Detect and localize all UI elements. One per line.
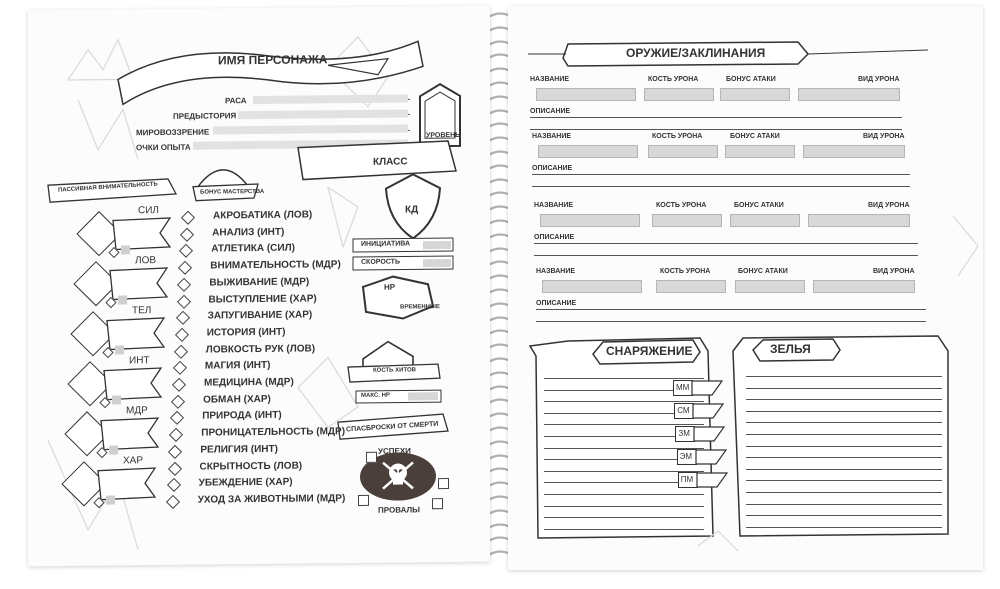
- weapon-attack-bonus-label: БОНУС АТАКИ: [738, 268, 788, 275]
- ability-save-value: [106, 496, 115, 505]
- potion-line[interactable]: [746, 480, 942, 481]
- skill-name: ЛОВКОСТЬ РУК (ЛОВ): [205, 343, 316, 356]
- skill-name: СКРЫТНОСТЬ (ЛОВ): [199, 460, 303, 473]
- weapon-damage-die-field[interactable]: [652, 214, 722, 227]
- successes-label: УСПЕХИ: [378, 446, 411, 456]
- weapon-name-field[interactable]: [542, 280, 642, 293]
- potion-line[interactable]: [746, 388, 942, 389]
- death-save-success-box[interactable]: [366, 452, 377, 463]
- skill-name: ПРИРОДА (ИНТ): [202, 410, 282, 422]
- skill-name: МЕДИЦИНА (МДР): [204, 376, 294, 389]
- equipment-line[interactable]: [544, 529, 704, 530]
- death-save-success-box[interactable]: [438, 478, 449, 489]
- skill-name: МАГИЯ (ИНТ): [204, 360, 271, 372]
- weapon-description-line[interactable]: [536, 321, 926, 322]
- weapon-damage-die-label: КОСТЬ УРОНА: [660, 268, 711, 275]
- potion-line[interactable]: [746, 515, 942, 516]
- ability-save-value: [121, 245, 130, 254]
- skill-name: УХОД ЗА ЖИВОТНЫМИ (МДР): [197, 492, 346, 506]
- potion-line[interactable]: [746, 527, 942, 528]
- skill-name: ОБМАН (ХАР): [203, 393, 271, 406]
- coin-label: ММ: [676, 383, 690, 392]
- weapon-damage-die-label: КОСТЬ УРОНА: [656, 202, 707, 209]
- weapon-damage-type-field[interactable]: [813, 280, 915, 293]
- ability-label: ТЕЛ: [132, 305, 152, 317]
- weapon-damage-type-label: ВИД УРОНА: [868, 202, 910, 209]
- armor-class-label: КД: [405, 204, 419, 216]
- max-hp-label: МАКС. HP: [361, 392, 390, 399]
- potion-line[interactable]: [746, 469, 942, 470]
- speed-label: СКОРОСТЬ: [361, 258, 400, 266]
- skill-name: АНАЛИЗ (ИНТ): [212, 226, 285, 239]
- coin-value-ribbon[interactable]: [694, 426, 726, 444]
- weapon-damage-type-field[interactable]: [803, 145, 905, 158]
- class-label: КЛАСС: [373, 156, 408, 168]
- potion-line[interactable]: [746, 434, 942, 435]
- failures-label: ПРОВАЛЫ: [378, 505, 420, 515]
- death-save-failure-box[interactable]: [432, 498, 443, 509]
- potion-line[interactable]: [746, 399, 942, 400]
- ability-save-value: [109, 445, 118, 454]
- weapon-damage-type-label: ВИД УРОНА: [873, 268, 915, 275]
- potion-line[interactable]: [746, 411, 942, 412]
- ability-label: СИЛ: [138, 205, 159, 217]
- weapon-description-label: ОПИСАНИЕ: [532, 165, 573, 172]
- weapon-name-label: НАЗВАНИЕ: [532, 133, 572, 140]
- hit-dice-label: КОСТЬ ХИТОВ: [373, 367, 416, 374]
- skill-name: УБЕЖДЕНИЕ (ХАР): [198, 476, 293, 489]
- character-name-label: ИМЯ ПЕРСОНАЖА: [218, 52, 328, 68]
- death-save-failure-box[interactable]: [358, 495, 369, 506]
- weapon-attack-bonus-label: БОНУС АТАКИ: [726, 76, 776, 83]
- potion-line[interactable]: [746, 446, 942, 447]
- ability-banner: [108, 215, 188, 256]
- weapon-attack-bonus-label: БОНУС АТАКИ: [730, 133, 780, 140]
- weapon-description-line[interactable]: [532, 186, 910, 187]
- skill-name: ВЫЖИВАНИЕ (МДР): [209, 276, 310, 289]
- ability-banner: [99, 365, 179, 406]
- weapon-description-line[interactable]: [534, 255, 918, 256]
- weapon-name-field[interactable]: [536, 88, 636, 101]
- death-saves-label: СПАСБРОСКИ ОТ СМЕРТИ: [345, 420, 439, 434]
- skill-name: ВНИМАТЕЛЬНОСТЬ (МДР): [210, 259, 341, 272]
- weapon-name-label: НАЗВАНИЕ: [536, 268, 576, 275]
- ability-save-value: [118, 295, 127, 304]
- weapon-damage-die-label: КОСТЬ УРОНА: [648, 76, 699, 83]
- weapon-description-line[interactable]: [534, 243, 918, 244]
- coin-label: ЗМ: [678, 429, 690, 438]
- skill-name: АТЛЕТИКА (СИЛ): [211, 243, 295, 255]
- weapon-description-label: ОПИСАНИЕ: [530, 108, 571, 115]
- weapon-description-line[interactable]: [530, 117, 902, 118]
- potion-line[interactable]: [746, 376, 942, 377]
- proficiency-bonus-label: БОНУС МАСТЕРСТВА: [200, 188, 265, 196]
- ability-banner: [93, 465, 173, 506]
- weapons-title: ОРУЖИЕ/ЗАКЛИНАНИЯ: [626, 46, 766, 60]
- ability-label: МДР: [126, 405, 148, 417]
- weapon-name-field[interactable]: [540, 214, 640, 227]
- ability-save-value: [115, 345, 124, 354]
- potions-title: ЗЕЛЬЯ: [770, 342, 811, 356]
- weapon-name-label: НАЗВАНИЕ: [530, 76, 570, 83]
- skill-name: РЕЛИГИЯ (ИНТ): [200, 443, 278, 456]
- initiative-label: ИНИЦИАТИВА: [361, 240, 411, 248]
- ability-label: ИНТ: [129, 355, 150, 367]
- background-label: ПРЕДЫСТОРИЯ: [173, 111, 237, 121]
- skill-name: ВЫСТУПЛЕНИЕ (ХАР): [208, 292, 317, 306]
- weapon-description-label: ОПИСАНИЕ: [534, 234, 575, 241]
- weapon-damage-die-field[interactable]: [644, 88, 714, 101]
- coin-label: ЭМ: [679, 452, 693, 461]
- weapon-description-line[interactable]: [532, 174, 910, 175]
- skill-name: АКРОБАТИКА (ЛОВ): [213, 209, 313, 222]
- weapon-attack-bonus-field[interactable]: [725, 145, 795, 158]
- potion-line[interactable]: [746, 422, 942, 423]
- weapon-name-label: НАЗВАНИЕ: [534, 202, 574, 209]
- coin-label: СМ: [677, 406, 690, 415]
- weapon-damage-die-field[interactable]: [656, 280, 726, 293]
- race-label: РАСА: [225, 96, 247, 106]
- weapon-damage-die-label: КОСТЬ УРОНА: [652, 133, 703, 140]
- passive-perception-label: ПАССИВНАЯ ВНИМАТЕЛЬНОСТЬ: [57, 181, 158, 194]
- ability-save-value: [112, 395, 121, 404]
- coin-value-ribbon[interactable]: [693, 403, 725, 421]
- weapon-attack-bonus-field[interactable]: [735, 280, 805, 293]
- weapon-description-line[interactable]: [536, 309, 926, 310]
- weapon-description-label: ОПИСАНИЕ: [536, 300, 577, 307]
- hp-label: HP: [384, 282, 396, 292]
- coin-value-ribbon[interactable]: [697, 472, 729, 490]
- coin-label: ПМ: [680, 475, 694, 484]
- ability-label: ХАР: [123, 455, 144, 467]
- potion-line[interactable]: [746, 457, 942, 458]
- equipment-line[interactable]: [544, 506, 704, 507]
- alignment-label: МИРОВОЗЗРЕНИЕ: [136, 127, 210, 138]
- weapon-description-line[interactable]: [530, 129, 902, 130]
- weapon-damage-type-label: ВИД УРОНА: [858, 76, 900, 83]
- weapon-attack-bonus-field[interactable]: [730, 214, 800, 227]
- weapon-attack-bonus-label: БОНУС АТАКИ: [734, 202, 784, 209]
- equipment-line[interactable]: [544, 494, 704, 495]
- weapon-damage-type-field[interactable]: [798, 88, 900, 101]
- skill-name: ПРОНИЦАТЕЛЬНОСТЬ (МДР): [201, 426, 346, 439]
- skill-name: ЗАПУГИВАНИЕ (ХАР): [207, 309, 313, 322]
- ability-banner: [96, 415, 176, 456]
- equipment-title: СНАРЯЖЕНИЕ: [606, 344, 693, 358]
- skill-name: ИСТОРИЯ (ИНТ): [206, 326, 286, 339]
- character-sheet-left-page: [28, 6, 490, 567]
- coin-value-ribbon[interactable]: [696, 449, 728, 467]
- weapon-attack-bonus-field[interactable]: [720, 88, 790, 101]
- weapon-damage-type-label: ВИД УРОНА: [863, 133, 905, 140]
- potion-line[interactable]: [746, 504, 942, 505]
- ability-label: ЛОВ: [135, 255, 157, 267]
- potion-line[interactable]: [746, 492, 942, 493]
- character-sheet-right-page: [508, 6, 983, 570]
- level-label: УРОВЕНЬ: [426, 131, 461, 140]
- weapon-damage-type-field[interactable]: [808, 214, 910, 227]
- equipment-line[interactable]: [544, 517, 704, 518]
- ability-banner: [105, 265, 185, 306]
- equipment-line[interactable]: [544, 378, 704, 379]
- ability-banner: [102, 315, 182, 356]
- coin-value-ribbon[interactable]: [692, 380, 724, 398]
- weapon-name-field[interactable]: [538, 145, 638, 158]
- temporary-hp-label: ВРЕМЕННЫЕ: [400, 304, 440, 311]
- weapon-damage-die-field[interactable]: [648, 145, 718, 158]
- xp-label: ОЧКИ ОПЫТА: [136, 142, 191, 153]
